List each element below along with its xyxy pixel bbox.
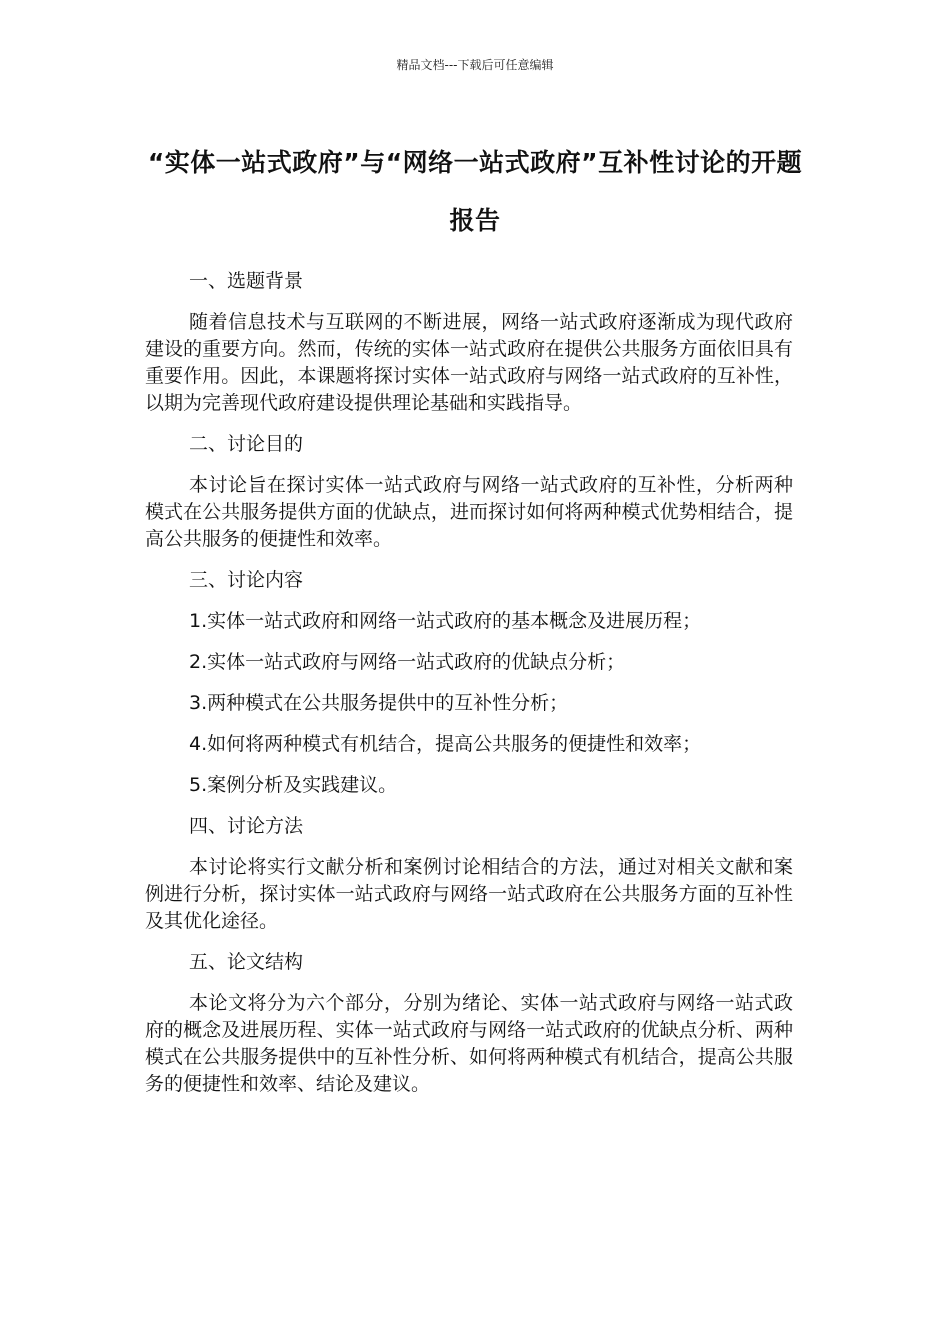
content-list-item: 5.案例分析及实践建议。 [189,774,398,796]
content-list-item: 4.如何将两种模式有机结合，提高公共服务的便捷性和效率； [189,733,702,755]
purpose-paragraph: 本讨论旨在探讨实体一站式政府与网络一站式政府的互补性，分析两种模式在公共服务提供方面的优缺点，进而探讨如何将两种模式优势相结合，提高公共服务的便捷性和效率。 [145,474,793,550]
page-header: 精品文档---下载后可任意编辑 [396,58,554,72]
section-heading-content: 三、讨论内容 [189,569,304,591]
section-heading-method: 四、讨论方法 [189,815,304,837]
background-paragraph: 随着信息技术与互联网的不断进展，网络一站式政府逐渐成为现代政府建设的重要方向。然而，传统的实体一站式政府在提供公共服务方面依旧具有重要作用。因此，本课题将探讨实体一站式政府与网络一站式政府的互补性，以期为完善现代政府建设提供理论基础和实践指导。 [145,311,793,414]
content-list-item: 3.两种模式在公共服务提供中的互补性分析； [189,692,569,714]
method-paragraph: 本讨论将实行文献分析和案例讨论相结合的方法，通过对相关文献和案例进行分析，探讨实体一站式政府与网络一站式政府在公共服务方面的互补性及其优化途径。 [145,856,793,932]
section-heading-purpose: 二、讨论目的 [189,433,304,455]
content-list-item: 1.实体一站式政府和网络一站式政府的基本概念及进展历程； [189,610,702,632]
document-title: “实体一站式政府”与“网络一站式政府”互补性讨论的开题报告 [147,148,803,235]
section-heading-background: 一、选题背景 [189,270,304,292]
content-list-item: 2.实体一站式政府与网络一站式政府的优缺点分析； [189,651,626,673]
section-heading-structure: 五、论文结构 [189,951,304,973]
structure-paragraph: 本论文将分为六个部分，分别为绪论、实体一站式政府与网络一站式政府的概念及进展历程、实体一站式政府与网络一站式政府的优缺点分析、两种模式在公共服务提供中的互补性分析、如何将两种模式有机结合，提高公共服务的便捷性和效率、结论及建议。 [145,992,793,1095]
document-body [145,268,793,1112]
